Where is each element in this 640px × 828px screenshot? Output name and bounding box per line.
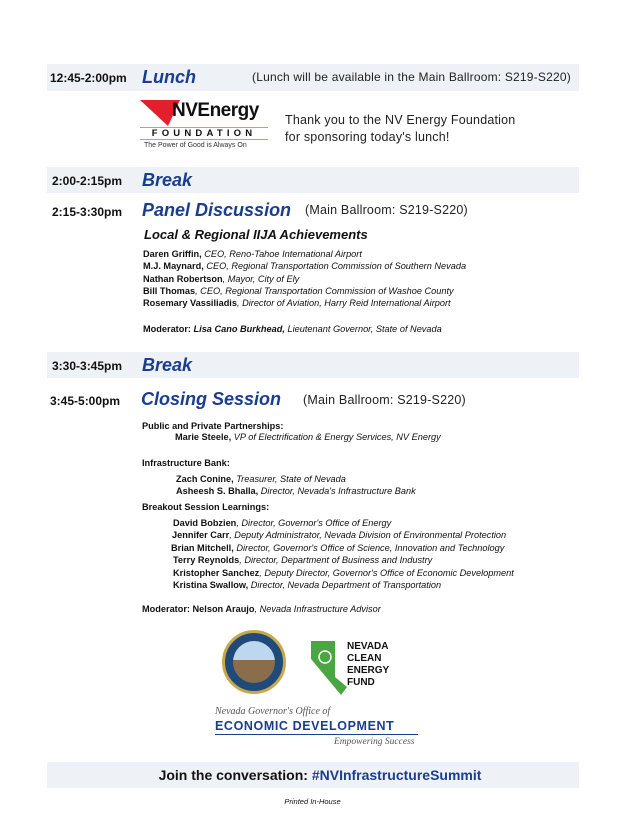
break2-title: Break [142, 355, 193, 375]
speaker-line: Rosemary Vassiliadis, Director of Aviation, Harry Reid International Airport [143, 298, 451, 309]
break-title: Break [142, 170, 193, 190]
group-label: Breakout Session Learnings: [142, 502, 270, 512]
closing-note: (Main Ballroom: S219-S220) [303, 393, 466, 407]
speaker-line: Terry Reynolds, Director, Department of Business and Industry [173, 555, 433, 565]
footer-text: Join the conversation: #NVInfrastructureSummit [158, 767, 482, 783]
break-time: 2:00-2:15pm [52, 174, 123, 188]
panel-subtitle: Local & Regional IIJA Achievements [144, 227, 368, 242]
logo-tagline: The Power of Good is Always On [144, 142, 247, 149]
panel-title: Panel Discussion [142, 200, 292, 220]
closing-moderator: Moderator: Nelson Araujo, Nevada Infrastructure Advisor [142, 604, 381, 614]
break-row [47, 167, 579, 193]
speaker-line: Nathan Robertson, Mayor, City of Ely [143, 273, 300, 284]
closing-title: Closing Session [141, 389, 282, 409]
speaker-line: M.J. Maynard, CEO, Regional Transportation Commission of Southern Nevada [143, 261, 467, 272]
speaker-line: Brian Mitchell, Director, Governor's Office of Science, Innovation and Technology [171, 543, 505, 553]
goed-line-1: Nevada Governor's Office of [215, 706, 331, 717]
speaker-line: Bill Thomas, CEO, Regional Transportation Commission of Washoe County [143, 285, 454, 296]
break2-time: 3:30-3:45pm [52, 359, 123, 373]
speaker-line: Jennifer Carr, Deputy Administrator, Nevada Division of Environmental Protection [172, 530, 507, 540]
lunch-time: 12:45-2:00pm [50, 71, 127, 85]
speaker-line: David Bobzien, Director, Governor's Office of Energy [173, 518, 392, 528]
printed-note: Printed In-House [284, 797, 341, 806]
logo-sub: FOUNDATION [140, 127, 268, 140]
sponsor-thanks-2: for sponsoring today's lunch! [285, 130, 450, 144]
panel-time: 2:15-3:30pm [52, 205, 123, 219]
sponsor-thanks-1: Thank you to the NV Energy Foundation [285, 113, 516, 127]
speaker-line: Daren Griffin, CEO, Reno-Tahoe International Airport [143, 249, 362, 259]
lunch-title: Lunch [142, 67, 196, 87]
logo-brand: NVEnergy [172, 100, 259, 121]
speaker-line: Kristina Swallow, Director, Nevada Department of Transportation [173, 580, 442, 590]
group-label: Infrastructure Bank: [142, 458, 230, 468]
goed-line-3: Empowering Success [334, 737, 415, 747]
nevada-state-shape-icon [311, 641, 347, 695]
speaker-line: Marie Steele, VP of Electrification & Energy Services, NV Energy [175, 432, 441, 442]
group-label: Public and Private Partnerships: [142, 421, 284, 431]
speaker-line: Zach Conine, Treasurer, State of Nevada [176, 474, 346, 484]
speaker-line: Asheesh S. Bhalla, Director, Nevada's Infrastructure Bank [176, 486, 416, 496]
goed-divider [215, 734, 418, 735]
nevada-clean-energy-fund-logo: NEVADA CLEAN ENERGY FUND [311, 641, 347, 700]
nv-energy-foundation-logo [140, 100, 268, 152]
goed-line-2: ECONOMIC DEVELOPMENT [215, 719, 395, 733]
nevada-state-seal-logo [222, 630, 286, 694]
hashtag-link[interactable]: #NVInfrastructureSummit [311, 767, 482, 783]
panel-moderator: Moderator: Lisa Cano Burkhead, Lieutenant Governor, State of Nevada [143, 324, 442, 334]
closing-time: 3:45-5:00pm [50, 394, 121, 408]
panel-note: (Main Ballroom: S219-S220) [305, 203, 468, 217]
lunch-note: (Lunch will be available in the Main Ballroom: S219-S220) [252, 70, 571, 84]
break-row-2 [47, 352, 579, 378]
speaker-line: Kristopher Sanchez, Deputy Director, Governor's Office of Economic Development [173, 568, 514, 578]
